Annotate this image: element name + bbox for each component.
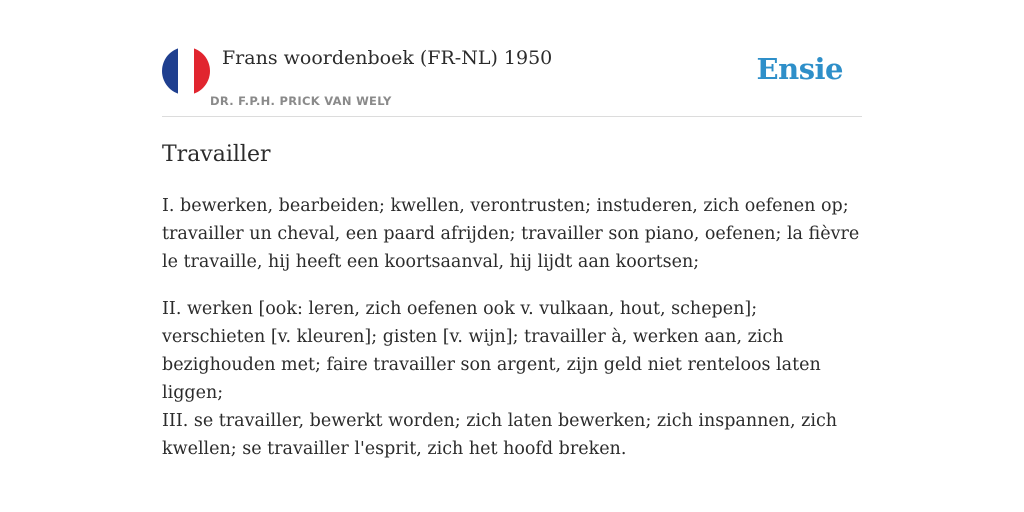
headword: Travailler <box>162 142 271 167</box>
definition-2: II. werken [ook: leren, zich oefenen ook v. vulkaan, hout, schepen]; verschieten [v. kleuren]; gisten [v. wijn]; travailler à, werken aan, zich bezighouden met; faire travailler son argent, zijn geld niet renteloos laten liggen; <box>162 299 821 403</box>
dictionary-title[interactable]: Frans woordenboek (FR-NL) 1950 <box>222 47 553 69</box>
flag-stripe-red <box>194 47 210 95</box>
entry-page <box>162 0 862 512</box>
definition-1: I. bewerken, bearbeiden; kwellen, verontrusten; instuderen, zich oefenen op; travailler un cheval, een paard afrijden; travailler son piano, oefenen; la fièvre le travaille, hij heeft een koortsaanval, hij lijdt aan koortsen; <box>162 196 860 272</box>
dictionary-author: DR. F.P.H. PRICK VAN WELY <box>210 94 392 108</box>
flag-stripe-blue <box>162 47 178 95</box>
dictionary-header <box>162 0 862 117</box>
definition-3: III. se travailler, bewerkt worden; zich laten bewerken; zich inspannen, zich kwellen; se travailler l'esprit, zich het hoofd breken. <box>162 411 838 459</box>
ensie-logo-link[interactable]: Ensie <box>756 52 843 86</box>
flag-stripe-white <box>178 47 194 95</box>
french-flag-icon <box>162 47 210 95</box>
